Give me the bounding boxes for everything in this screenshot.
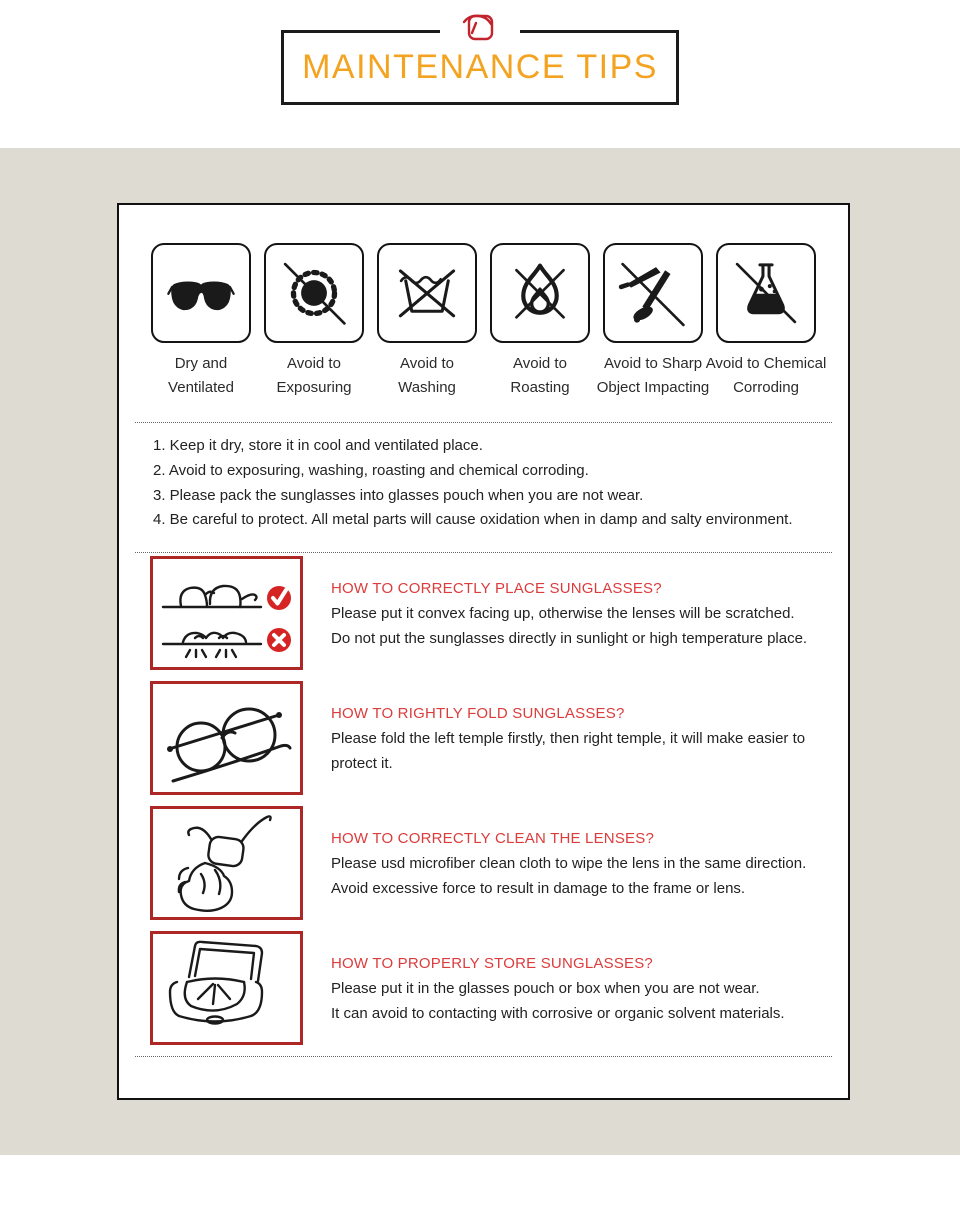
care-item-no-washing [376, 243, 479, 400]
dotted-divider [135, 552, 832, 553]
store-sunglasses-illustration [150, 931, 303, 1045]
page-header-band [0, 0, 960, 148]
sunglasses-icon [151, 243, 251, 343]
howto-section-fold [150, 681, 832, 795]
howto-line: Please put it in the glasses pouch or box when you are not wear. [331, 979, 760, 997]
howto-line: Do not put the sunglasses directly in sunlight or high temperature place. [331, 629, 808, 647]
no-fire-icon [490, 243, 590, 343]
care-icons-row [135, 243, 832, 400]
howto-heading: HOW TO CORRECTLY CLEAN THE LENSES? [331, 829, 654, 847]
howto-text-block [331, 931, 785, 1045]
howto-line: Please usd microfiber clean cloth to wipe the lens in the same direction. [331, 854, 807, 872]
care-instructions-card [117, 203, 850, 1100]
dotted-divider [135, 1056, 832, 1057]
care-rule: 3. Please pack the sunglasses into glasses pouch when you are not wear. [153, 486, 644, 504]
howto-heading: HOW TO RIGHTLY FOLD SUNGLASSES? [331, 704, 625, 722]
howto-section-store [150, 931, 832, 1045]
no-sharp-objects-icon [603, 243, 703, 343]
care-rule: 4. Be careful to protect. All metal parts will cause oxidation when in damp and salty environment. [153, 511, 793, 529]
no-sun-exposure-icon [264, 243, 364, 343]
care-label: Avoid to Chemical Corroding [705, 355, 827, 396]
dotted-divider [135, 422, 832, 423]
howto-heading: HOW TO PROPERLY STORE SUNGLASSES? [331, 954, 653, 972]
no-chemicals-icon [716, 243, 816, 343]
howto-text-block [331, 556, 807, 670]
care-rule: 2. Avoid to exposuring, washing, roasting and chemical corroding. [153, 461, 589, 479]
howto-line: Avoid excessive force to result in damage to the frame or lens. [331, 879, 746, 897]
howto-text-block [331, 681, 832, 795]
care-rule: 1. Keep it dry, store it in cool and ventilated place. [153, 437, 483, 454]
care-label: Avoid to Exposuring [276, 355, 352, 396]
care-item-no-exposure [263, 243, 366, 400]
no-washing-icon [377, 243, 477, 343]
care-rules-list [135, 434, 832, 533]
howto-heading: HOW TO CORRECTLY PLACE SUNGLASSES? [331, 579, 662, 597]
care-item-no-roasting [489, 243, 592, 400]
place-sunglasses-illustration [150, 556, 303, 670]
howto-line: Please fold the left temple firstly, then right temple, it will make easier to protect it. [331, 729, 806, 772]
section-header-box [281, 30, 679, 105]
brand-glasses-logo-icon [440, 8, 520, 44]
care-label: Avoid to Washing [398, 355, 456, 396]
page-title: MAINTENANCE TIPS [302, 48, 658, 86]
fold-sunglasses-illustration [150, 681, 303, 795]
howto-line: Please put it convex facing up, otherwise the lenses will be scratched. [331, 604, 795, 622]
care-label: Dry and Ventilated [168, 355, 234, 396]
howto-line: It can avoid to contacting with corrosive or organic solvent materials. [331, 1004, 785, 1022]
content-background [0, 148, 960, 1155]
howto-text-block [331, 806, 806, 920]
care-item-no-sharp-objects [596, 243, 710, 400]
care-item-dry-ventilated [150, 243, 253, 400]
clean-lenses-illustration [150, 806, 303, 920]
care-item-no-chemicals [705, 243, 827, 400]
care-label: Avoid to Sharp Object Impacting [596, 355, 710, 396]
care-label: Avoid to Roasting [510, 355, 570, 396]
howto-section-place [150, 556, 832, 670]
howto-section-clean [150, 806, 832, 920]
